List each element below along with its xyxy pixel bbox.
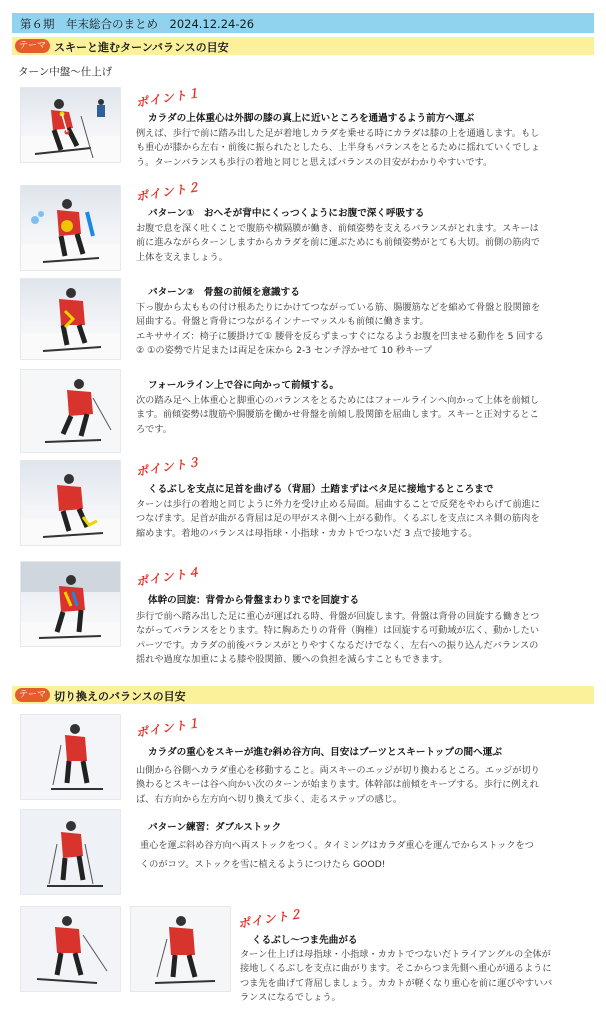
theme1-subtitle: ターン中盤〜仕上げ (18, 66, 113, 78)
theme1-pattern2-heading: パターン② 骨盤の前傾を意識する (148, 287, 300, 298)
theme1-point1-text: 例えば、歩行で前に踏み出した足が着地しカラダを乗せる時にカラダは膝の上を通過します。もし も重心が膝から左右・前後に振られたとしたら、上半身もバランスをとるために揺れていくでしょ う。ターンバランスも歩行の着地と同じと思えばバランスの目安がわかりやすいです。 (136, 128, 540, 168)
theme1-pattern2-text: 下っ腹から太ももの付け根あたりにかけてつながっている筋、腸腰筋などを縮めて骨盤と股関節を 屈曲する。骨盤と背骨につながるインナーマッスルも前傾に働きます。 エキササイズ：椅子に腰掛けて① 腰骨を反らずまっすぐになるようお腹を凹ませる動作を 5 回する ② ①の姿勢で片足または両足を床から 2-3 センチ浮かせて 10 秒キープ (136, 302, 544, 356)
theme1-point2-label: ポイント２ (134, 179, 202, 204)
theme1-point1-label: ポイント１ (134, 85, 202, 110)
photo-skier-7 (20, 714, 121, 800)
theme2-point1-label: ポイント１ (134, 715, 202, 740)
theme2-point1-heading: カラダの重心をスキーが進む斜め谷方向、目安はブーツとスキートップの間へ運ぶ (148, 747, 502, 758)
photo-skier-10 (130, 906, 231, 992)
theme2-practice-heading: パターン練習：ダブルストック (148, 822, 282, 833)
photo-skier-1 (20, 87, 121, 163)
theme1-point4-heading: 体幹の回旋：背骨から骨盤まわりまでを回旋する (148, 595, 360, 606)
photo-skier-9 (20, 906, 121, 992)
theme1-fall-heading: フォールライン上で谷に向かって前傾する。 (148, 380, 339, 391)
photo-skier-2 (20, 185, 121, 271)
theme1-point4-label: ポイント４ (134, 564, 202, 589)
photo-skier-4 (20, 369, 121, 453)
photo-skier-6 (20, 561, 121, 647)
theme1-point3-heading: くるぶしを支点に足首を曲げる（背屈）土踏まずはベタ足に接地するところまで (148, 484, 494, 495)
photo-skier-8 (20, 809, 121, 895)
theme2-point2-label: ポイント２ (236, 906, 304, 931)
theme2-point1-text: 山側から谷側へカラダ重心を移動すること。両スキーのエッジが切り換わるところ。エッジが切り 換わるとスキーは谷へ向かい次のターンが始まります。体幹部は前傾をキープする。歩行に例えれ ば、右方向から左方向へ切り換えて歩く、走るステップの感じ。 (136, 765, 540, 805)
theme2-point2-heading: くるぶし〜つま先曲がる (252, 935, 358, 946)
page-header (12, 13, 594, 33)
theme2-point2-text: ターン仕上げは母指球・小指球・カカトでつないだトライアングルの全体が 接地しくるぶしを支点に曲がります。そこからつま先側へ重心が通るように つま先を曲げて背屈しましょう。カカトが軽くなり重心を前に運びやすいバ ランスになるでしょう。 (240, 949, 553, 1003)
theme1-point3-label: ポイント３ (134, 454, 202, 479)
theme1-fall-text: 次の踏み足へ上体重心と脚重心のバランスをとるためにはフォールラインへ向かって上体を前傾し ます。前傾姿勢は腹筋や腸腰筋を働かせ骨盤を前傾し股関節を屈曲します。スキーと正対するとこ ろです。 (136, 395, 540, 435)
theme1-point1-heading: カラダの上体重心は外脚の膝の真上に近いところを通過するよう前方へ運ぶ (148, 113, 475, 124)
theme2-practice-text: 重心を運ぶ斜め谷方向へ両ストックをつく。タイミングはカラダ重心を運んでからストックをつ くのがコツ。ストックを雪に植えるようにつけたら GOOD! (140, 840, 534, 870)
theme2-title: 切り換えのバランスの目安 (54, 690, 186, 703)
page-title: 第６期 年末総合のまとめ 2024.12.24-26 (20, 17, 255, 31)
theme1-title: スキーと進むターンバランスの目安 (54, 41, 229, 54)
theme1-bar (12, 37, 594, 55)
theme2-bar (12, 686, 594, 704)
theme1-pattern1-heading: パターン① おへそが背中にくっつくようにお腹で深く呼吸する (148, 208, 425, 219)
photo-skier-5 (20, 460, 121, 546)
theme1-point3-text: ターンは歩行の着地と同じように外力を受け止める局面。屈曲することで反発をやわらげて前進に つなげます。足首が曲がる背屈は足の甲がスネ側へ上がる動作。くるぶしを支点にスネ側の筋肉を 縮めます。着地のバランスは母指球・小指球・カカトでつないだ 3 点で接地する。 (136, 499, 541, 539)
theme1-point4-text: 歩行で前へ踏み出した足に重心が運ばれる時、骨盤が回旋します。骨盤は背骨の回旋する働きとつ ながってバランスをとります。特に胸あたりの背骨（胸椎）は回旋する可動域が広く、動かしたい パーツです。カラダの前後バランスがとりやすくなるだけでなく、左右への振り込んだバランスの 揺れや過度な加重による膝や股関節、腰への負担を減らすこともできます。 (136, 611, 540, 665)
theme1-pattern1-text: お腹で息を深く吐くことで腹筋や横隔膜が働き、前傾姿勢を支えるバランスがとれます。スキーは 前に進みながらターンしますからカラダを前に運ぶためにも前傾姿勢がとても大切。前側の筋肉で 上体を支えましょう。 (136, 223, 540, 263)
photo-skier-3 (20, 278, 121, 360)
theme2-tag: テーマ (15, 688, 50, 702)
theme1-tag: テーマ (15, 39, 50, 53)
